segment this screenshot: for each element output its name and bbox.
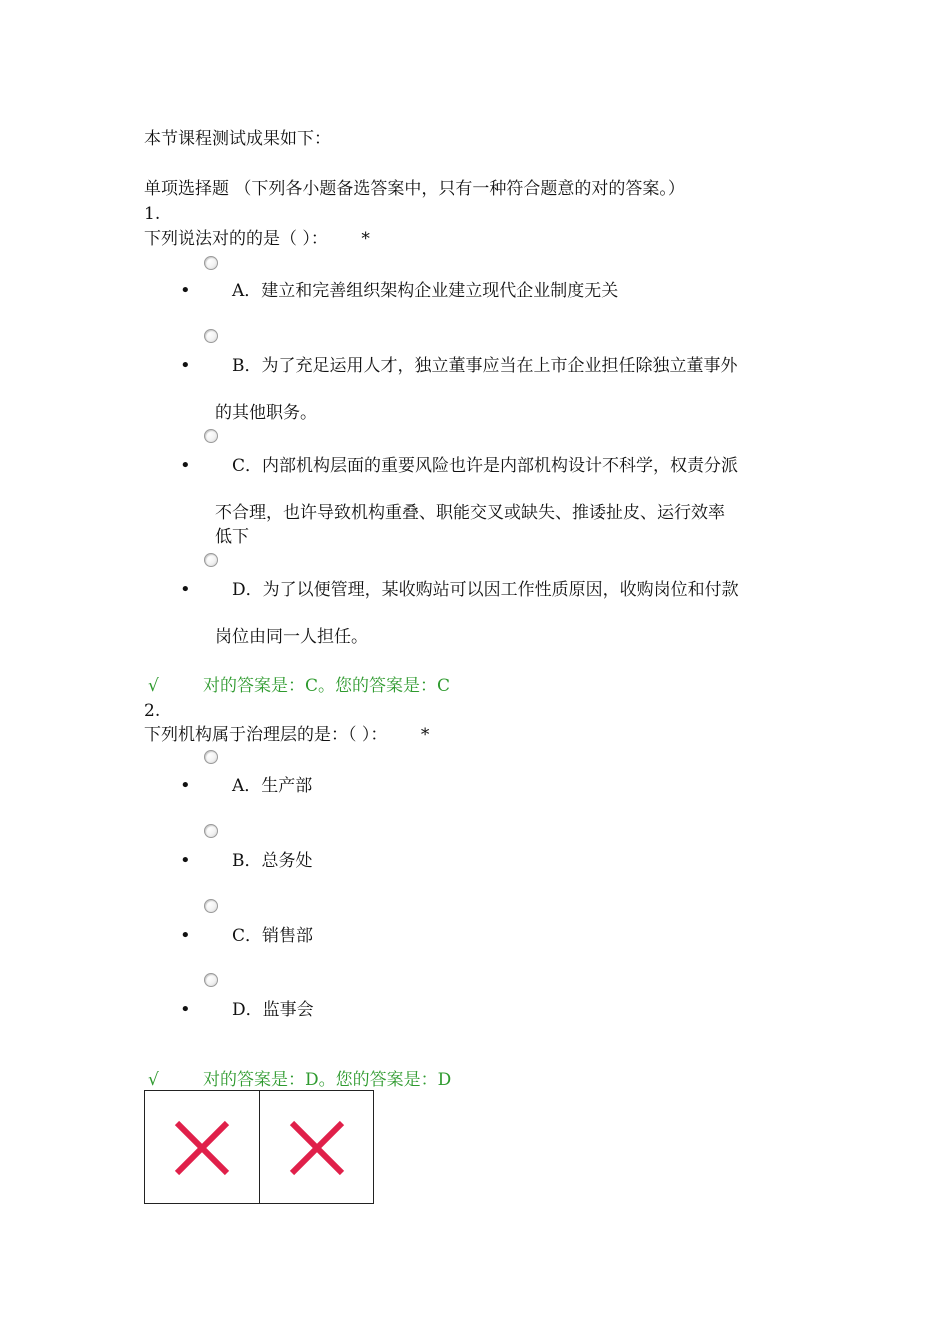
cross-icon <box>173 1119 231 1177</box>
option-label: D．监事会 <box>232 1000 314 1020</box>
question-number: 2. <box>144 701 161 721</box>
option-label: A．生产部 <box>232 776 313 796</box>
option-label-cont: 岗位由同一人担任。 <box>215 627 368 647</box>
radio-q1-option-c[interactable] <box>204 429 218 443</box>
required-mark: * <box>420 725 430 745</box>
question-stem <box>144 228 370 250</box>
radio-q2-option-b[interactable] <box>204 824 218 838</box>
answer-result: 对的答案是：C。您的答案是：C <box>203 676 451 696</box>
list-bullet: • <box>180 355 191 376</box>
list-bullet: • <box>180 775 191 796</box>
list-bullet: • <box>180 455 191 476</box>
question-stem <box>144 724 429 746</box>
option-label: C．内部机构层面的重要风险也许是内部机构设计不科学，权责分派 <box>232 456 739 476</box>
answer-result: 对的答案是：D。您的答案是：D <box>203 1070 452 1090</box>
radio-q1-option-a[interactable] <box>204 256 218 270</box>
option-label-cont: 低下 <box>215 527 249 547</box>
option-label-cont: 不合理，也许导致机构重叠、职能交叉或缺失、推诿扯皮、运行效率 <box>215 503 725 523</box>
list-bullet: • <box>180 280 191 301</box>
option-label: A．建立和完善组织架构企业建立现代企业制度无关 <box>232 281 619 301</box>
list-bullet: • <box>180 579 191 600</box>
option-label: D．为了以便管理，某收购站可以因工作性质原因，收购岗位和付款 <box>232 580 739 600</box>
radio-q2-option-c[interactable] <box>204 899 218 913</box>
list-bullet: • <box>180 999 191 1020</box>
question-number: 1. <box>144 204 161 224</box>
option-label: C．销售部 <box>232 926 314 946</box>
option-label-cont: 的其他职务。 <box>215 403 317 423</box>
radio-q1-option-d[interactable] <box>204 553 218 567</box>
section-header: 单项选择题 （下列各小题备选答案中，只有一种符合题意的对的答案。） <box>144 179 685 199</box>
list-bullet: • <box>180 850 191 871</box>
list-bullet: • <box>180 925 191 946</box>
intro-text: 本节课程测试成果如下： <box>144 129 331 149</box>
cross-icon-grid <box>144 1090 374 1204</box>
check-icon: √ <box>148 676 159 696</box>
grid-divider <box>259 1091 260 1203</box>
radio-q1-option-b[interactable] <box>204 329 218 343</box>
cross-icon <box>288 1119 346 1177</box>
radio-q2-option-d[interactable] <box>204 973 218 987</box>
check-icon: √ <box>148 1070 159 1090</box>
option-label: B．总务处 <box>232 851 313 871</box>
question-stem-text: 下列说法对的的是（ ）： <box>144 229 328 249</box>
required-mark: * <box>361 229 370 249</box>
question-stem-text: 下列机构属于治理层的是：（ ）： <box>144 725 388 745</box>
radio-q2-option-a[interactable] <box>204 750 218 764</box>
option-label: B．为了充足运用人才，独立董事应当在上市企业担任除独立董事外 <box>232 356 738 376</box>
